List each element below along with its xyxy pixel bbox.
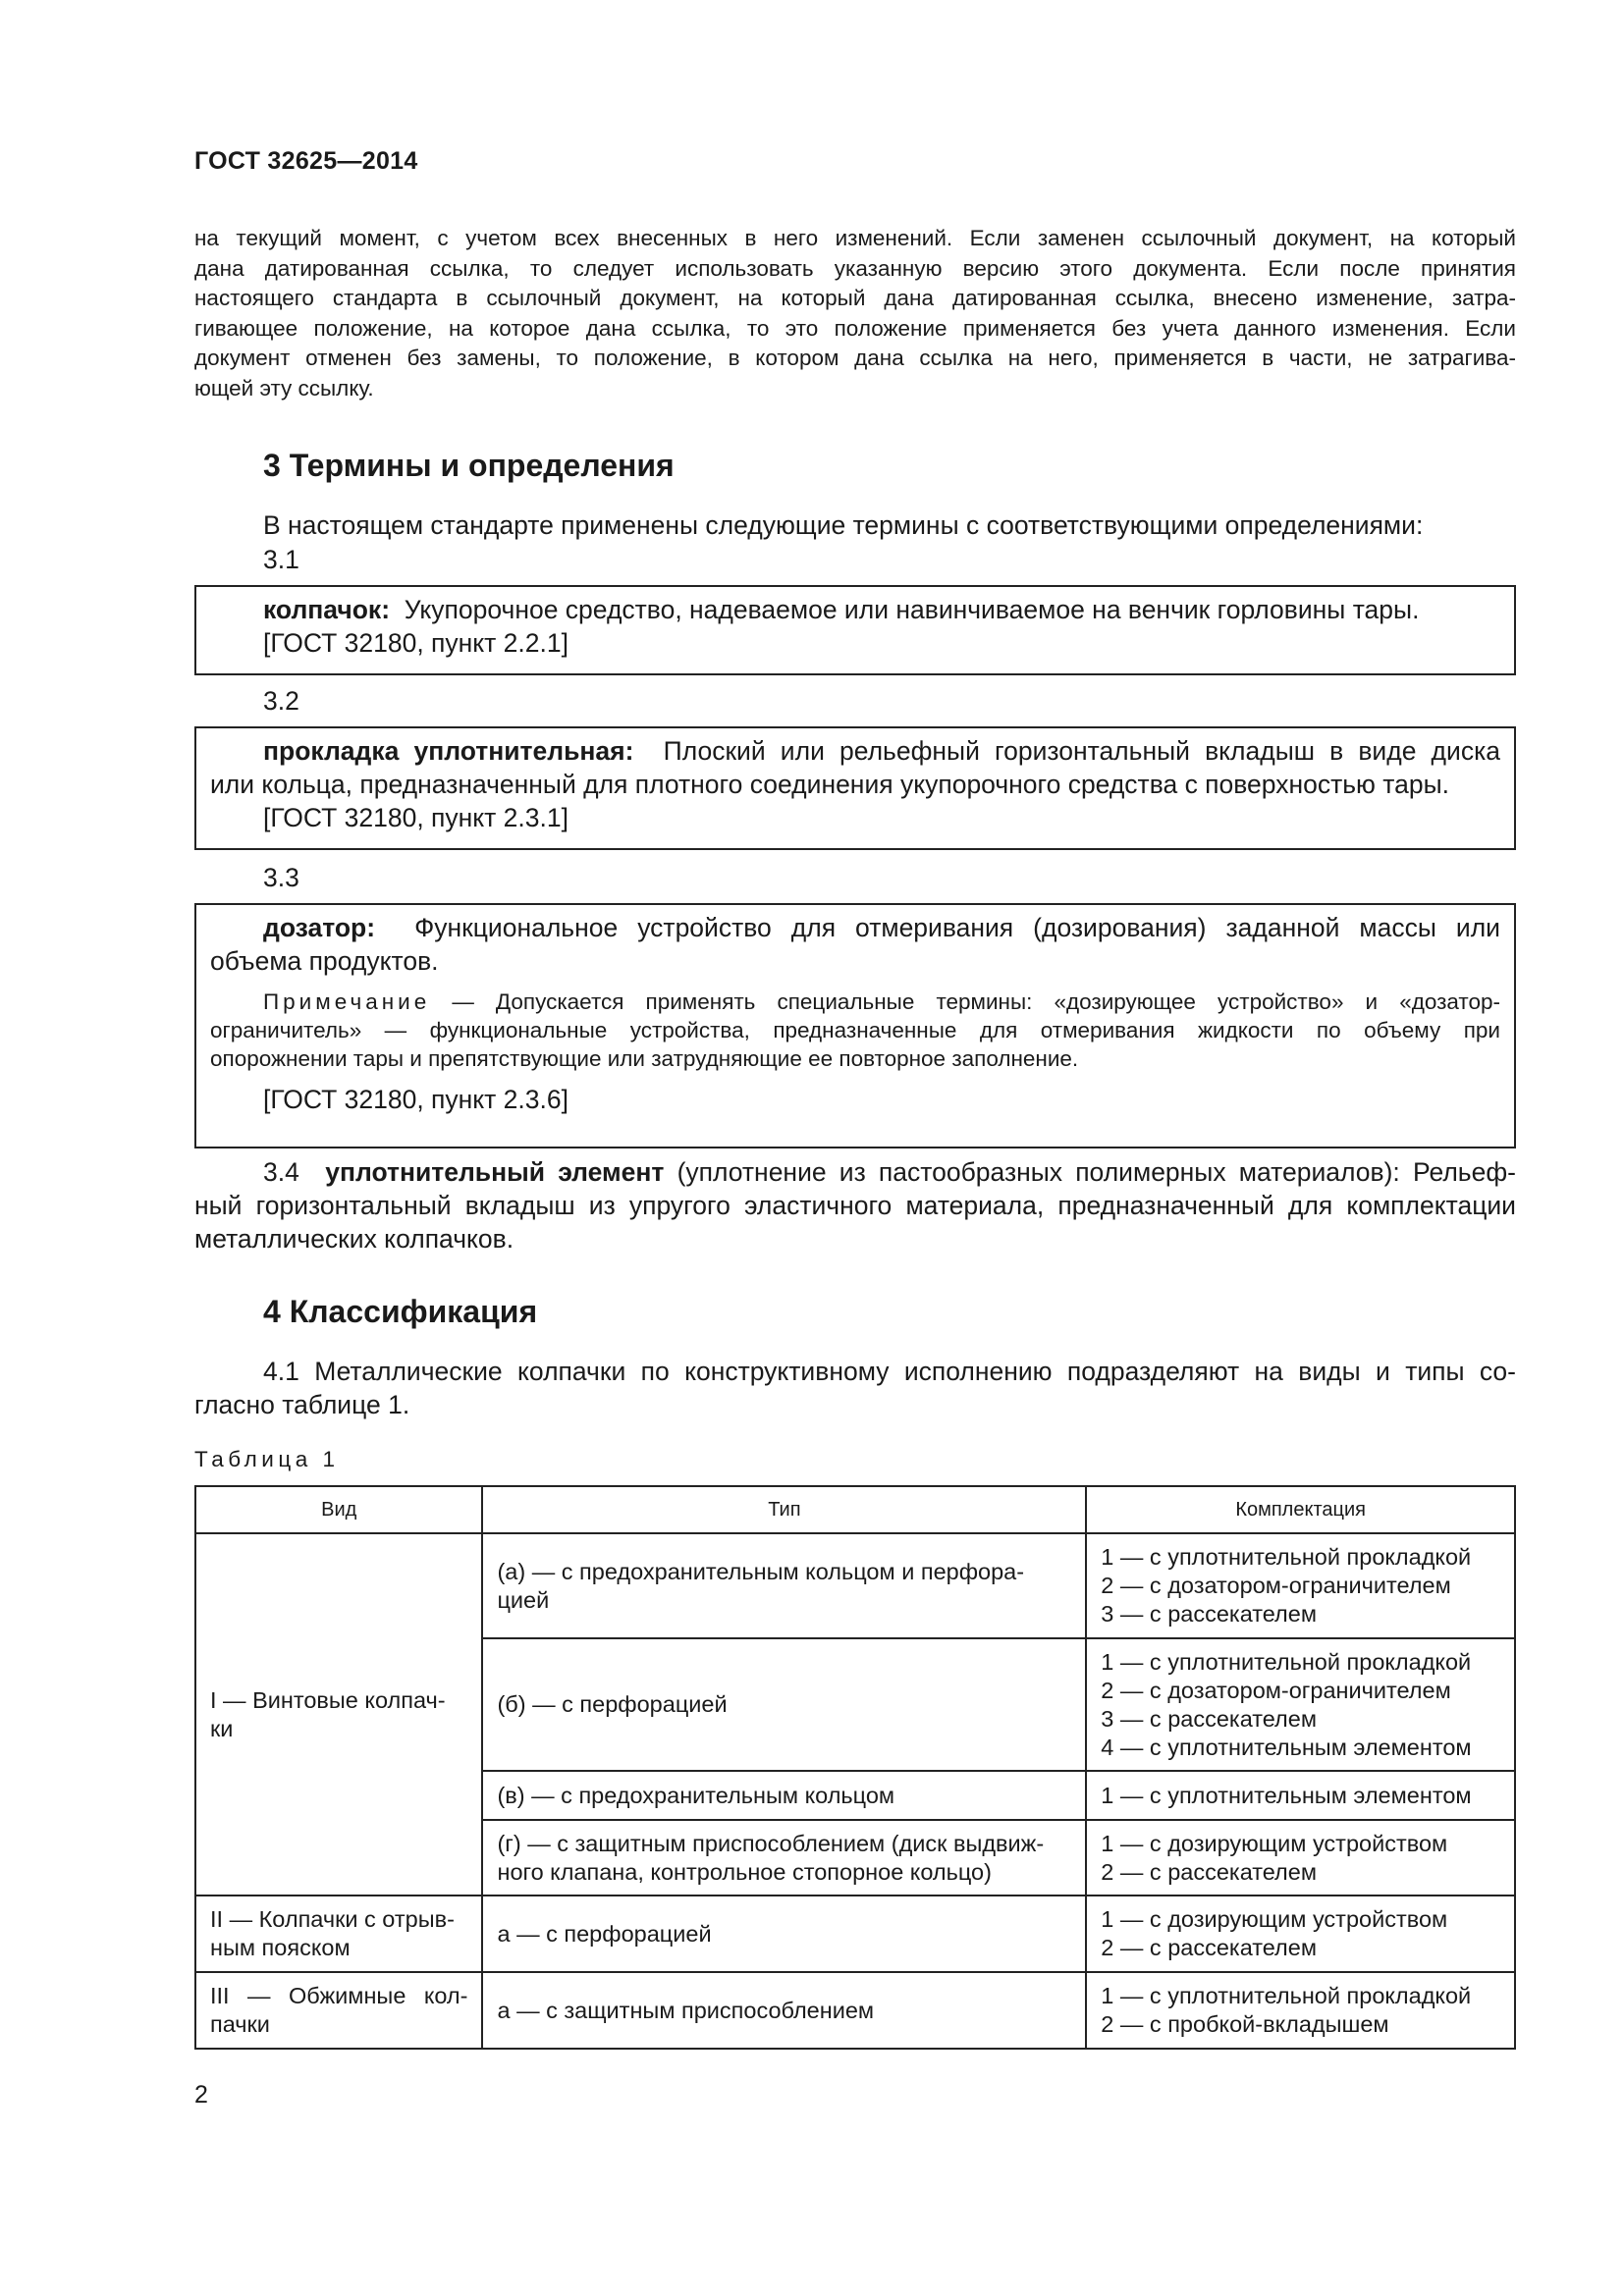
- term-definition: [210, 593, 1500, 626]
- note-label: Примечание: [263, 989, 431, 1014]
- note-text: ограничитель» — функциональные устройства, предназначенные для отмеривания жидкости по объему при: [210, 1018, 1500, 1042]
- cell-komplektatsiya: [1086, 1533, 1515, 1638]
- document-code-header: ГОСТ 32625—2014: [194, 147, 418, 175]
- intro-line: ющей эту ссылку.: [194, 375, 374, 400]
- cell-line: (б) — с перфорацией: [497, 1691, 728, 1717]
- cell-komplektatsiya: [1086, 1896, 1515, 1972]
- intro-line: дана датированная ссылка, то следует использовать указанную версию этого документа. Если после принятия: [194, 255, 1516, 281]
- cell-tip: [482, 1771, 1086, 1820]
- table-header-row: [195, 1486, 1515, 1533]
- cell-line: 3 — с рассекателем: [1101, 1705, 1317, 1732]
- cell-line: ным пояском: [210, 1935, 351, 1960]
- term-box-prokladka: [194, 726, 1516, 850]
- term-number: 3.3: [263, 863, 299, 892]
- paragraph-line: гласно таблице 1.: [194, 1390, 410, 1419]
- term-text: Функциональное устройство для отмеривания (дозирования) заданной массы или: [414, 913, 1500, 942]
- term-text: Укупорочное средство, надеваемое или навинчиваемое на венчик горловины тары.: [404, 595, 1420, 624]
- cell-line: 2 — с дозатором-ограничителем: [1101, 1573, 1451, 1598]
- term-note: [210, 988, 1500, 1073]
- cell-line: (в) — с предохранительным кольцом: [497, 1782, 895, 1808]
- cell-line: 1 — с уплотнительной прокладкой: [1101, 1648, 1472, 1675]
- cell-tip: [482, 1972, 1086, 2049]
- term-text: объема продуктов.: [210, 946, 439, 976]
- paragraph-4-1: [194, 1355, 1516, 1421]
- cell-komplektatsiya: [1086, 1771, 1515, 1820]
- table-row: [195, 1533, 1515, 1638]
- term-3-4-paragraph: [194, 1155, 1516, 1255]
- table-row: [195, 1896, 1515, 1972]
- cell-tip: [482, 1896, 1086, 1972]
- cell-line: 1 — с дозирующим устройством: [1101, 1906, 1448, 1932]
- term-text: (уплотнение из пастообразных полимерных материалов): Рельеф-: [664, 1157, 1516, 1187]
- term-name: дозатор:: [263, 913, 376, 942]
- note-text: — Допускается применять специальные термины: «дозирующее устройство» и «дозатор-: [430, 989, 1500, 1014]
- cell-line: ки: [210, 1715, 234, 1741]
- term-reference: [ГОСТ 32180, пункт 2.3.1]: [263, 803, 568, 832]
- cell-line: III — Обжимные кол-: [210, 1983, 468, 2008]
- cell-line: (а) — с предохранительным кольцом и перфора-: [497, 1558, 1025, 1584]
- cell-line: а — с защитным приспособлением: [497, 1997, 875, 2023]
- term-box-dozator: [194, 903, 1516, 1148]
- cell-vid: [195, 1972, 482, 2049]
- paragraph-line: 4.1 Металлические колпачки по конструктивному исполнению подразделяют на виды и типы со-: [263, 1357, 1516, 1386]
- cell-line: 1 — с уплотнительной прокладкой: [1101, 1983, 1472, 2008]
- term-box-kolpachok: [194, 585, 1516, 675]
- term-text: металлических колпачков.: [194, 1224, 514, 1254]
- table-row: [195, 1972, 1515, 2049]
- cell-line: а — с перфорацией: [497, 1920, 712, 1947]
- term-text: или кольца, предназначенный для плотного соединения укупорочного средства с поверхностью тары.: [210, 770, 1450, 799]
- term-text: ный горизонтальный вкладыш из упругого эластичного материала, предназначенный для комплектации: [194, 1191, 1516, 1220]
- section-4-title: 4 Классификация: [263, 1294, 538, 1329]
- cell-line: 2 — с рассекателем: [1101, 1935, 1317, 1960]
- column-header-tip: Тип: [482, 1486, 1086, 1533]
- cell-komplektatsiya: [1086, 1820, 1515, 1896]
- cell-line: 1 — с уплотнительной прокладкой: [1101, 1544, 1472, 1570]
- cell-tip: [482, 1820, 1086, 1896]
- cell-line: 1 — с уплотнительным элементом: [1101, 1782, 1472, 1808]
- table-caption: Таблица 1: [194, 1447, 340, 1471]
- term-name: прокладка уплотнительная:: [263, 736, 634, 766]
- term-number: 3.4: [263, 1157, 299, 1187]
- cell-line: I — Винтовые колпач-: [210, 1686, 446, 1713]
- column-header-komplektatsiya: Комплектация: [1086, 1486, 1515, 1533]
- note-text: опорожнении тары и препятствующие или затрудняющие ее повторное заполнение.: [210, 1046, 1079, 1071]
- cell-line: цией: [497, 1586, 550, 1613]
- section-3-title: 3 Термины и определения: [263, 448, 675, 483]
- intro-paragraph: [194, 224, 1516, 403]
- intro-line: гивающее положение, на которое дана ссылка, то это положение применяется без учета данного изменения. Если: [194, 315, 1516, 341]
- term-name: уплотнительный элемент: [325, 1157, 665, 1187]
- cell-line: II — Колпачки с отрыв-: [210, 1906, 455, 1932]
- term-definition: [210, 911, 1500, 944]
- page-number: 2: [194, 2081, 208, 2109]
- cell-komplektatsiya: [1086, 1972, 1515, 2049]
- cell-line: пачки: [210, 2011, 270, 2037]
- cell-komplektatsiya: [1086, 1638, 1515, 1771]
- term-definition: [210, 734, 1500, 768]
- cell-line: 2 — с пробкой-вкладышем: [1101, 2011, 1389, 2037]
- term-reference: [ГОСТ 32180, пункт 2.3.6]: [263, 1085, 568, 1114]
- cell-line: ного клапана, контрольное стопорное кольцо): [497, 1858, 992, 1885]
- cell-vid: [195, 1896, 482, 1972]
- intro-line: документ отменен без замены, то положение, в котором дана ссылка на него, применяется в части, не затрагива-: [194, 346, 1516, 370]
- term-name: колпачок:: [263, 595, 391, 624]
- cell-vid: [195, 1533, 482, 1896]
- classification-table: [194, 1485, 1516, 2050]
- cell-line: 4 — с уплотнительным элементом: [1101, 1734, 1472, 1760]
- intro-line: на текущий момент, с учетом всех внесенных в него изменений. Если заменен ссылочный документ, на который: [194, 226, 1516, 250]
- cell-line: 2 — с дозатором-ограничителем: [1101, 1677, 1451, 1703]
- term-number: 3.1: [263, 545, 299, 574]
- cell-line: 3 — с рассекателем: [1101, 1601, 1317, 1627]
- cell-tip: [482, 1638, 1086, 1771]
- term-reference: [ГОСТ 32180, пункт 2.2.1]: [263, 628, 568, 658]
- cell-line: 1 — с дозирующим устройством: [1101, 1830, 1448, 1856]
- column-header-vid: Вид: [195, 1486, 482, 1533]
- cell-tip: [482, 1533, 1086, 1638]
- term-number: 3.2: [263, 686, 299, 716]
- section-3-lead: В настоящем стандарте применены следующие термины с соответствующими определениями:: [263, 510, 1424, 540]
- cell-line: (г) — с защитным приспособлением (диск выдвиж-: [497, 1830, 1045, 1856]
- term-text: Плоский или рельефный горизонтальный вкладыш в виде диска: [663, 736, 1500, 766]
- cell-line: 2 — с рассекателем: [1101, 1858, 1317, 1885]
- intro-line: настоящего стандарта в ссылочный документ, на который дана датированная ссылка, внесено изменение, затра-: [194, 286, 1516, 310]
